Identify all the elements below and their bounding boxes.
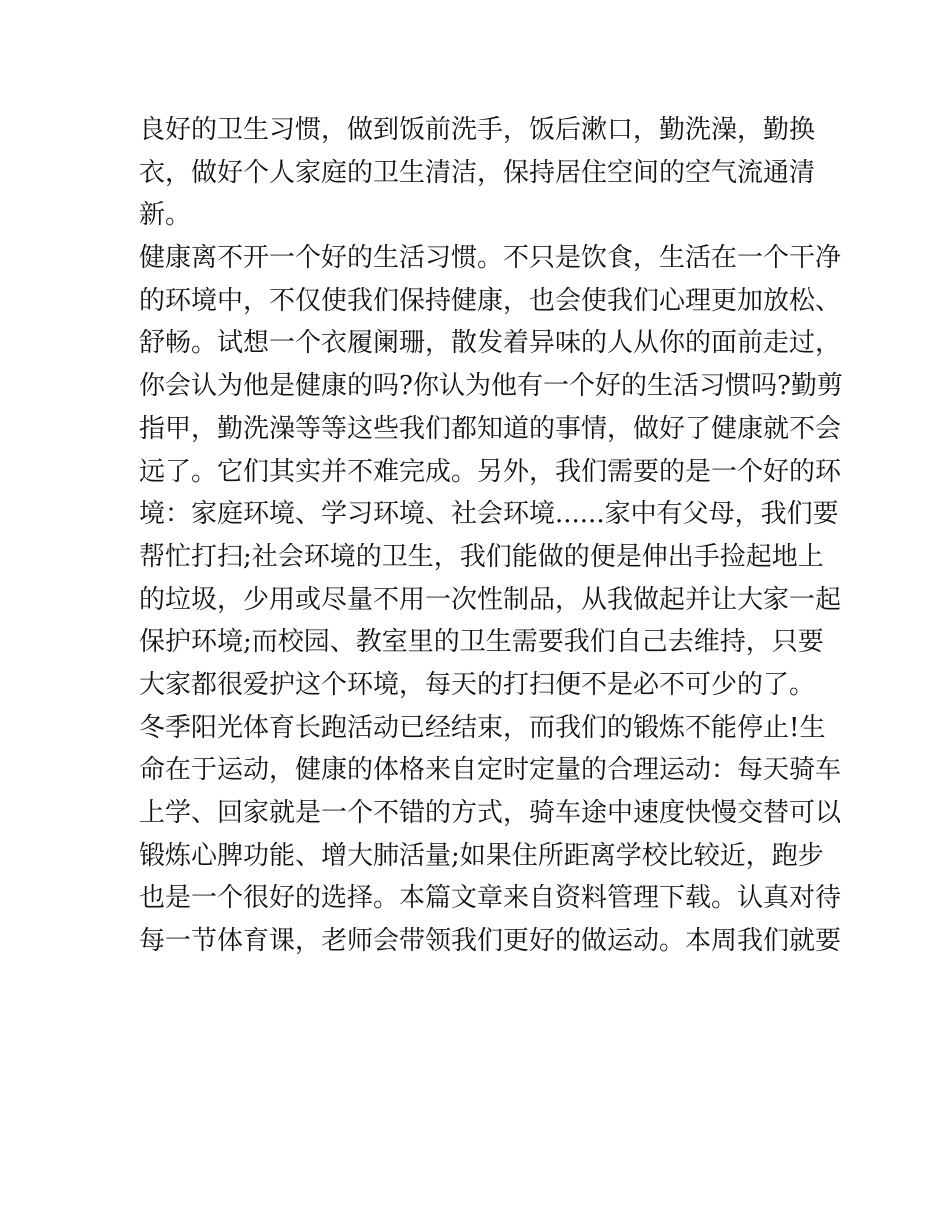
text-line: 境：家庭环境、学习环境、社会环境......家中有父母，我们要 bbox=[139, 499, 839, 530]
text-line: 衣，做好个人家庭的卫生清洁，保持居住空间的空气流通清 bbox=[139, 157, 816, 188]
text-line: 帮忙打扫;社会环境的卫生，我们能做的便是伸出手捡起地上 bbox=[139, 541, 824, 572]
text-line: 新。 bbox=[139, 200, 192, 231]
text-line: 上学、回家就是一个不错的方式，骑车途中速度快慢交替可以 bbox=[139, 798, 842, 828]
text-line: 的环境中，不仅使我们保持健康，也会使我们心理更加放松、 bbox=[139, 285, 842, 316]
text-line: 保护环境;而校园、教室里的卫生需要我们自己去维持，只要 bbox=[139, 627, 824, 658]
text-line: 指甲，勤洗澡等等这些我们都知道的事情，做好了健康就不会 bbox=[139, 413, 842, 444]
text-line: 每一节体育课，老师会带领我们更好的做运动。本周我们就要 bbox=[139, 926, 842, 957]
text-line: 锻炼心脾功能、增大肺活量;如果住所距离学校比较近，跑步 bbox=[139, 840, 824, 871]
text-line: 命在于运动，健康的体格来自定时定量的合理运动：每天骑车 bbox=[139, 755, 842, 786]
body-text bbox=[139, 109, 843, 963]
text-line: 良好的卫生习惯，做到饭前洗手，饭后漱口，勤洗澡，勤换 bbox=[139, 115, 816, 145]
text-line: 健康离不开一个好的生活习惯。不只是饮食，生活在一个干净 bbox=[139, 243, 842, 274]
text-line: 舒畅。试想一个衣履阑珊，散发着异味的人从你的面前走过， bbox=[139, 328, 842, 359]
text-line: 你会认为他是健康的吗?你认为他有一个好的生活习惯吗?勤剪 bbox=[139, 371, 843, 402]
text-line: 冬季阳光体育长跑活动已经结束，而我们的锻炼不能停止!生 bbox=[139, 712, 826, 743]
text-line: 也是一个很好的选择。本篇文章来自资料管理下载。认真对待 bbox=[139, 883, 842, 914]
text-line: 远了。它们其实并不难完成。另外，我们需要的是一个好的环 bbox=[139, 456, 842, 487]
text-line: 大家都很爱护这个环境，每天的打扫便不是必不可少的了。 bbox=[139, 669, 816, 700]
text-line: 的垃圾，少用或尽量不用一次性制品，从我做起并让大家一起 bbox=[139, 584, 842, 615]
